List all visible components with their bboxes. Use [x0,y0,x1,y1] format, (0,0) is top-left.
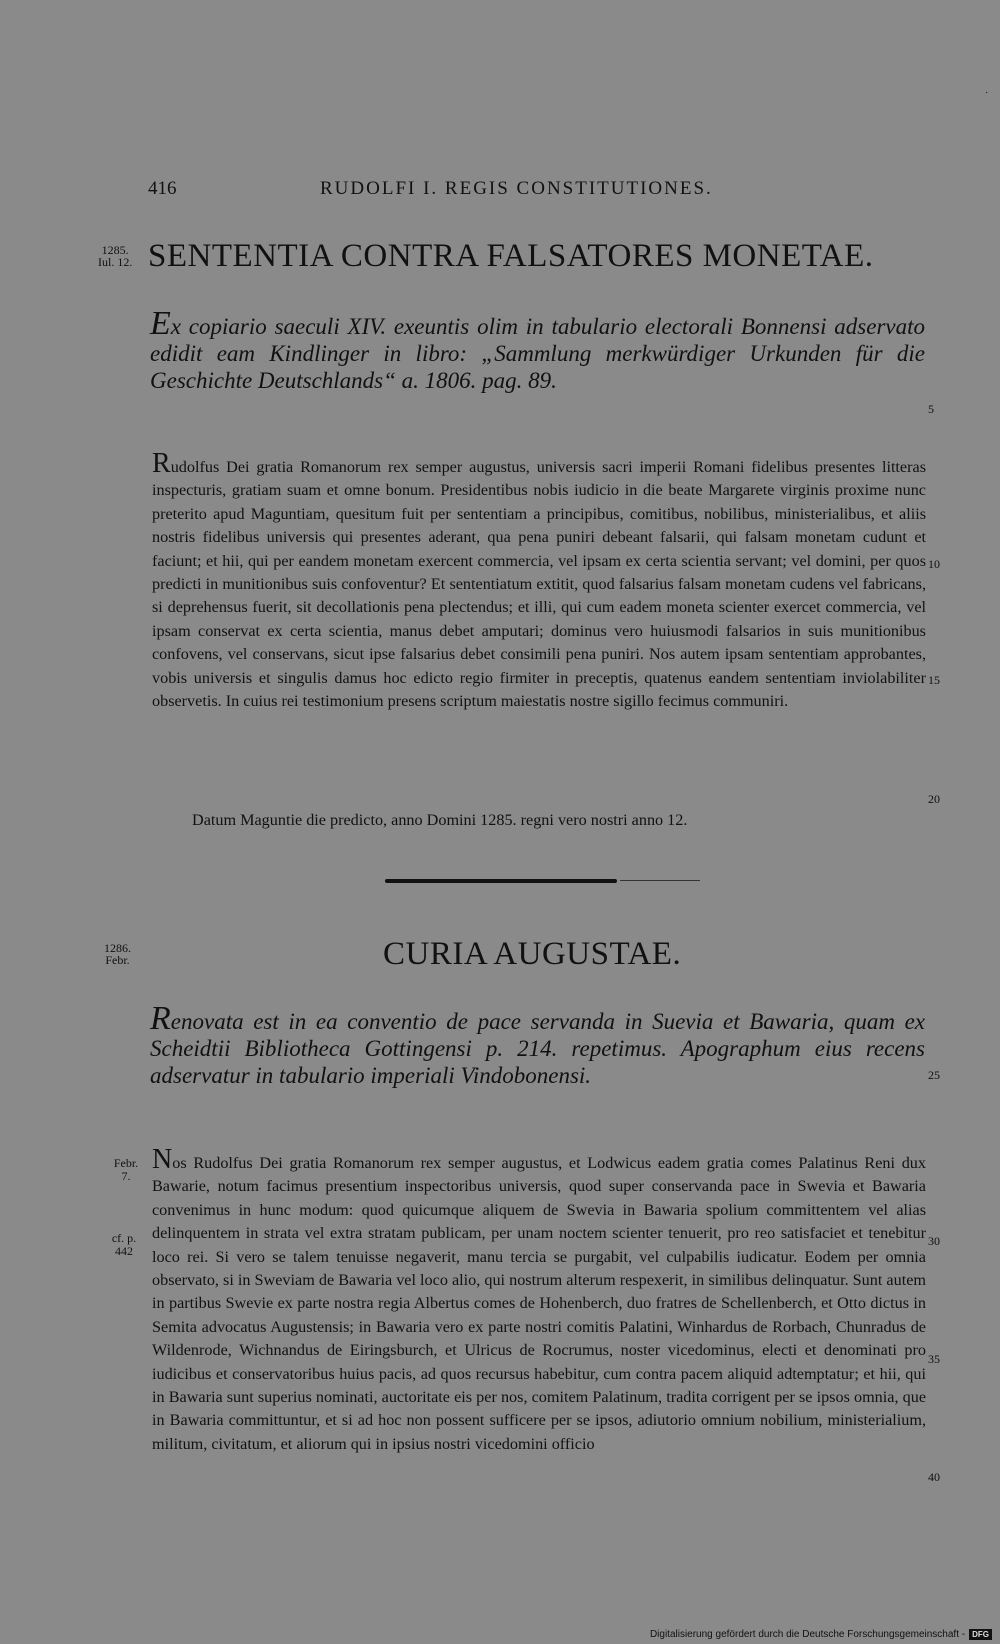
section2-intro-initial: R [150,1000,171,1037]
section2-body [152,1144,926,1456]
footer-credit: Digitalisierung gefördert durch die Deutsche Forschungsgemeinschaft - [649,1629,966,1640]
page-number: 416 [148,178,177,199]
line-number: 20 [928,792,940,806]
section1-date-year: 1285. [101,243,129,257]
section1-body-initial: R [152,448,171,479]
line-number: 25 [928,1068,940,1082]
section1-datum: Datum Maguntie die predicto, anno Domini 1285. regni vero nostri anno 12. [192,811,688,829]
section1-date [98,244,132,268]
section2-date-year: 1286. [104,941,131,955]
section1-body-text: udolfus Dei gratia Romanorum rex semper augustus, universis sacri imperii Romani fidelibus presentes litteras inspecturis, gratiam suam et omne bonum. Presidentibus nobis iudicio in die beate Margarete virginis proxime nunc preterito apud Maguntiam, quesitum fuit per sententiam a principibus, comitibus, nobilibus, ministerialibus, et aliis nostris fidelibus universis qui presentes aderant, qua pena puniri debeant falsarii, qui falsam monetam cudunt et faciunt; et hii, qui per eandem monetam exercent commercia, vel ipsam ex certa scientia servant; vel domini, per quos predicti in munitionibus suis confoventur? Et sententiatum extitit, quod falsarius falsam monetam cudens vel fabricans, si deprehensus fuerit, sit decollationis pena plectendus; et illi, qui cum eadem moneta scienter exercet commercia, vel ipsam conservat ex certa scientia, manus debet amputari; dominus vero huiusmodi falsarios in suis munitionibus confovens, vel conservans, sicut ipse falsarius debet consimili pena puniri. Nos autem ipsam sententiam approbantes, vobis universis et singulis damus hoc edicto regio firmiter in preceptis, quatenus eandem sententiam inviolabiliter observetis. In cuius rei testimonium presens scriptum maiestatis nostre sigillo fecimus communiri. [152,458,926,711]
section1-intro-text: x copiario saeculi XIV. exeuntis olim in tabulario electorali Bonnensi adservato edidit eam Kindlinger in libro: „Sammlung merkwürdiger Urkunden für die Geschichte Deutschlands“ a. 1806. pag. 89. [150,314,925,393]
running-title: RUDOLFI I. REGIS CONSTITUTIONES. [320,178,713,199]
section-divider-tail [620,880,700,881]
line-number: 10 [928,557,940,571]
section2-date [104,942,131,966]
section2-date-month: Febr. [105,953,130,967]
line-number: 5 [928,402,934,416]
section1-intro-initial: E [150,305,171,342]
section2-body-text: os Rudolfus Dei gratia Romanorum rex semper augustus, et Lodwicus eadem gratia comes Palatinus Reni dux Bawarie, notum facimus presentium inspectoribus universis, quod super conservanda pace in Swevia et Bawaria convenimus in hunc modum: quod quicumque aliquem de Swevia in Bawaria spolium committentem vel alias delinquentem in strata vel extra stratam publicam, per unam noctem scienter tenuerit, pro reo satisfaciet et tenebitur loco rei. Si vero se talem tenuisse negaverit, manu tercia se purgabit, vel culpabilis iudicatur. Eodem per omnia observato, si in Sweviam de Bawaria vel loco alio, qui nostrum alterum respexerit, in similibus delinquatur. Sunt autem in partibus Swevie ex parte nostra regia Albertus comes de Hohenberch, duo fratres de Schellenberch, et Otto dictus in Semita advocatus Augustensis; in Bawaria vero ex parte nostri comitis Palatini, Winhardus de Rorbach, Chunradus de Wildenrode, Wichnandus de Eiringsburch, et Ulricus de Rocrumus, noster vicedominus, electi et denominati pro iudicibus et conservatoribus huius pacis, ad quos recursus habebitur, cum contra pacem aliquid adtemptatur; et hii, qui in Bawaria sunt superius nominati, auctoritate eis per nos, comitem Palatinum, tradita corrigent per se ipsos omnia, que in Bawaria committuntur, et si ad hoc non possent sufficere per se ipsos, adiutorio omnium nobilium, ministerialium, militum, civitatum, et aliorum qui in ipsius nostri vicedomini officio [152,1154,926,1453]
section1-title: SENTENTIA CONTRA FALSATORES MONETAE. [148,238,874,274]
line-number: 30 [928,1234,940,1248]
section2-title: CURIA AUGUSTAE. [383,936,682,972]
dfg-logo: DFG [969,1629,992,1640]
section1-body [152,448,926,713]
side-note-crossref: cf. p. 442 [111,1231,137,1258]
section1-date-day: Iul. 12. [98,255,133,269]
line-number: 15 [928,673,940,687]
section2-intro [150,1000,925,1089]
section1-intro [150,305,925,394]
corner-mark: · [985,88,989,99]
section2-body-initial: N [152,1144,173,1175]
line-number: 35 [928,1352,940,1366]
section2-intro-text: enovata est in ea conventio de pace servanda in Suevia et Bawaria, quam ex Scheidtii Bibliotheca Gottingensi p. 214. repetimus. Apographum eius recens adservatur in tabulario imperiali Vindobonensi. [150,1009,925,1088]
section-divider-rule [385,879,617,883]
digitization-footer [650,1629,992,1640]
side-note-date: Febr. 7. [113,1156,139,1183]
line-number: 40 [928,1470,940,1484]
